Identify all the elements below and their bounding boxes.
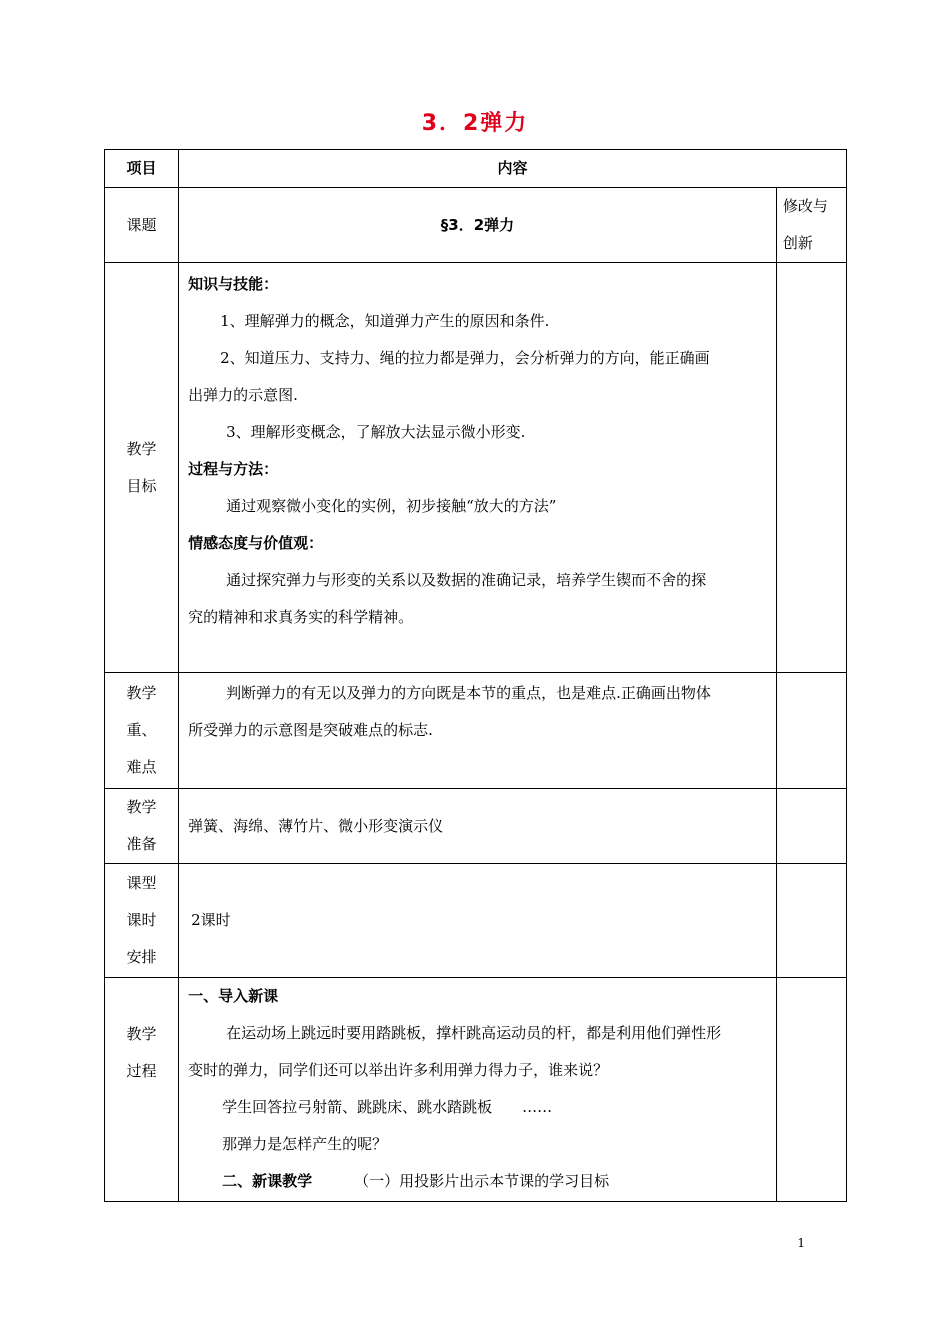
goals-note-cell	[776, 263, 846, 673]
lesson-plan-table	[104, 149, 847, 1202]
attitude-item-1a: 通过探究弹力与形变的关系以及数据的准确记录，培养学生锲而不舍的探	[226, 571, 707, 589]
attitude-item-1b: 究的精神和求真务实的科学精神。	[188, 608, 414, 626]
knowledge-item-3: 3、理解形变概念，了解放大法显示微小形变.	[226, 423, 526, 441]
keypoints-label-line1: 教学	[126, 684, 157, 702]
process-content	[179, 978, 777, 1202]
goals-label-line2: 目标	[126, 476, 157, 495]
new-lesson-heading: 二、新课教学	[222, 1172, 313, 1190]
schedule-label-line3: 安排	[126, 948, 157, 966]
keypoints-label	[105, 673, 179, 789]
process-label	[105, 978, 179, 1202]
preparation-row	[105, 789, 847, 864]
keypoints-label-line3: 难点	[126, 758, 157, 776]
topic-label: 课题	[105, 188, 179, 263]
process-note-cell	[776, 978, 846, 1202]
intro-line-1a: 在运动场上跳远时要用踏跳板，撑杆跳高运动员的杆，都是利用他们弹性形	[226, 1024, 722, 1042]
revision-note-line2: 创新	[782, 234, 813, 252]
schedule-label-line1: 课型	[126, 874, 157, 892]
header-item-cell: 项目	[105, 150, 179, 188]
intro-line-3: 那弹力是怎样产生的呢？	[222, 1135, 388, 1153]
keypoints-line2: 所受弹力的示意图是突破难点的标志.	[188, 721, 433, 739]
preparation-label-line1: 教学	[126, 798, 157, 816]
preparation-label	[105, 789, 179, 864]
process-row	[105, 978, 847, 1202]
revision-note-line1: 修改与	[782, 197, 828, 215]
keypoints-label-line2: 重、	[126, 721, 157, 739]
keypoints-note-cell	[776, 673, 846, 789]
schedule-row	[105, 864, 847, 978]
goals-label	[105, 263, 179, 673]
goals-row	[105, 263, 847, 673]
revision-note-header	[776, 188, 846, 263]
topic-row	[105, 188, 847, 263]
keypoints-content	[179, 673, 777, 789]
new-lesson-line	[188, 1163, 768, 1200]
page-number: 1	[797, 1236, 805, 1250]
knowledge-heading: 知识与技能：	[188, 275, 279, 293]
schedule-content: 2课时	[179, 864, 777, 978]
intro-heading: 一、导入新课	[188, 987, 279, 1005]
process-label-line2: 过程	[126, 1062, 157, 1080]
keypoints-row	[105, 673, 847, 789]
new-lesson-text: （一）用投影片出示本节课的学习目标	[354, 1172, 610, 1190]
document-title: 3．2弹力	[421, 111, 529, 136]
intro-line-1b: 变时的弹力，同学们还可以举出许多利用弹力得力子，谁来说？	[188, 1061, 609, 1079]
schedule-note-cell	[776, 864, 846, 978]
header-content-cell: 内容	[179, 150, 847, 188]
preparation-label-line2: 准备	[126, 835, 157, 853]
header-row	[105, 150, 847, 188]
preparation-content: 弹簧、海绵、薄竹片、微小形变演示仪	[179, 789, 777, 864]
topic-value: §3．2弹力	[179, 188, 777, 263]
knowledge-item-2b: 出弹力的示意图.	[188, 386, 298, 404]
preparation-note-cell	[776, 789, 846, 864]
goals-content	[179, 263, 777, 673]
goals-label-line1: 教学	[126, 439, 157, 458]
process-item-1: 通过观察微小变化的实例，初步接触“放大的方法”	[226, 497, 557, 515]
knowledge-item-1: 1、理解弹力的概念，知道弹力产生的原因和条件.	[220, 312, 550, 330]
schedule-label	[105, 864, 179, 978]
attitude-heading: 情感态度与价值观：	[188, 534, 324, 552]
knowledge-item-2a: 2、知道压力、支持力、绳的拉力都是弹力，会分析弹力的方向，能正确画	[220, 349, 710, 367]
process-heading: 过程与方法：	[188, 460, 279, 478]
keypoints-line1: 判断弹力的有无以及弹力的方向既是本节的重点，也是难点.正确画出物体	[226, 684, 711, 702]
process-label-line1: 教学	[126, 1025, 157, 1043]
intro-line-2: 学生回答拉弓射箭、跳跳床、跳水踏跳板 ……	[222, 1098, 553, 1116]
schedule-label-line2: 课时	[126, 911, 157, 929]
